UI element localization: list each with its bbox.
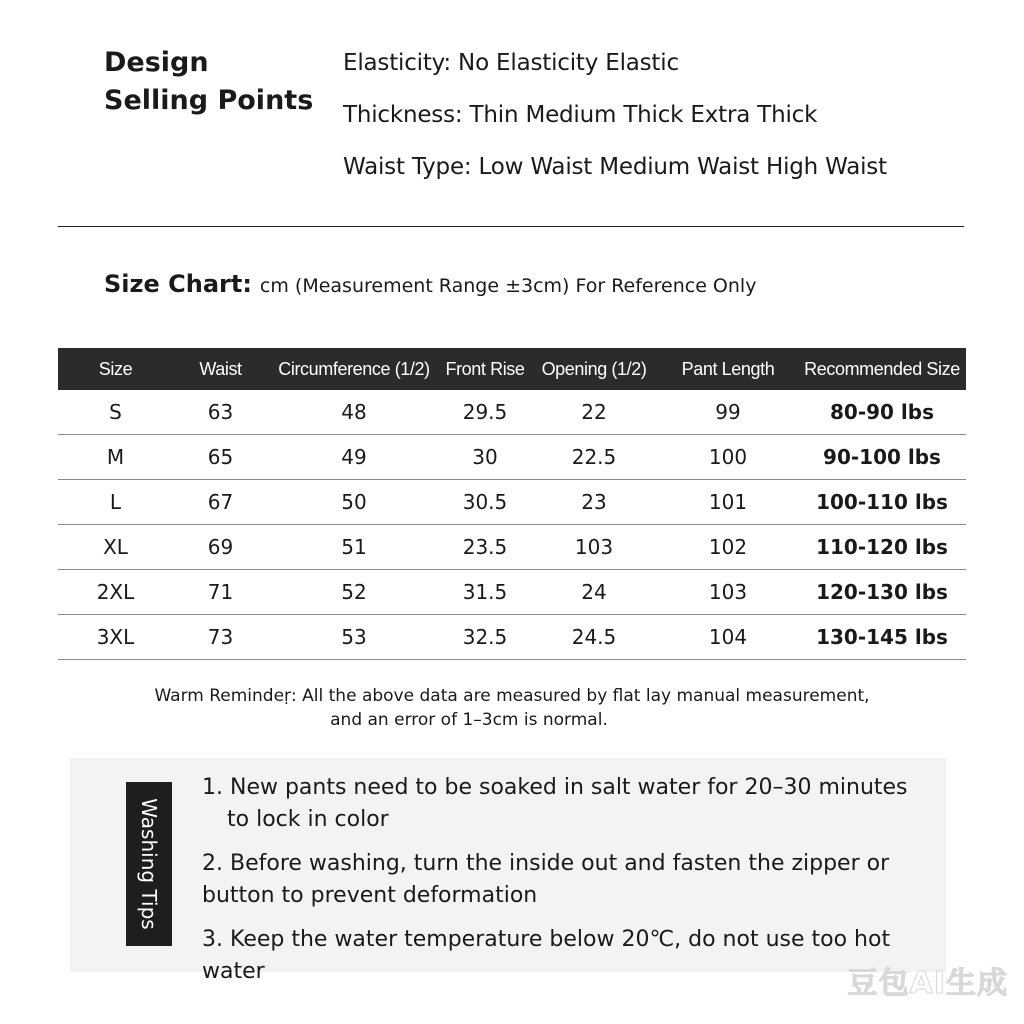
cell-pant-length: 99 bbox=[658, 390, 798, 435]
table-row bbox=[58, 570, 966, 615]
washing-tip-item: 3. Keep the water temperature below 20℃, do not use too hot water bbox=[202, 927, 891, 984]
table-row bbox=[58, 615, 966, 660]
cell-pant-length: 100 bbox=[658, 435, 798, 480]
section-divider bbox=[58, 226, 964, 227]
cell-front-rise: 30 bbox=[440, 435, 530, 480]
cell-waist: 63 bbox=[173, 390, 268, 435]
cell-opening: 24 bbox=[530, 570, 658, 615]
table-row bbox=[58, 390, 966, 435]
table-row bbox=[58, 480, 966, 525]
cell-waist: 71 bbox=[173, 570, 268, 615]
ai-watermark: 豆包AI生成 bbox=[847, 966, 1008, 1001]
cell-recommended-size: 80-90 lbs bbox=[798, 390, 966, 435]
cell-pant-length: 101 bbox=[658, 480, 798, 525]
header-waist: Waist bbox=[173, 348, 268, 390]
cell-opening: 22 bbox=[530, 390, 658, 435]
cell-front-rise: 30.5 bbox=[440, 480, 530, 525]
washing-tips-tag bbox=[126, 782, 172, 946]
size-chart-heading bbox=[104, 270, 756, 298]
cell-recommended-size: 120-130 lbs bbox=[798, 570, 966, 615]
cell-opening: 103 bbox=[530, 525, 658, 570]
cell-recommended-size: 90-100 lbs bbox=[798, 435, 966, 480]
warm-reminder-line1: Warm Remindeṛ: All the above data are measured by flat lay manual measurement, bbox=[154, 686, 870, 706]
size-chart-table bbox=[58, 348, 966, 660]
cell-waist: 67 bbox=[173, 480, 268, 525]
size-chart-label: Size Chart: bbox=[104, 270, 252, 298]
cell-waist: 73 bbox=[173, 615, 268, 660]
washing-tip-item: 1. New pants need to be soaked in salt water for 20–30 minutes to lock in color bbox=[202, 775, 908, 832]
design-selling-points-title bbox=[104, 44, 313, 120]
cell-recommended-size: 110-120 lbs bbox=[798, 525, 966, 570]
cell-circumference: 53 bbox=[268, 615, 440, 660]
table-row bbox=[58, 435, 966, 480]
cell-opening: 24.5 bbox=[530, 615, 658, 660]
cell-front-rise: 32.5 bbox=[440, 615, 530, 660]
thickness-attribute: Thickness: Thin Medium Thick Extra Thick bbox=[343, 102, 818, 128]
warm-reminder bbox=[0, 684, 1024, 732]
table-header-row bbox=[58, 348, 966, 390]
cell-circumference: 50 bbox=[268, 480, 440, 525]
cell-waist: 69 bbox=[173, 525, 268, 570]
cell-size: XL bbox=[58, 525, 173, 570]
header-recommended-size: Recommended Size bbox=[798, 348, 966, 390]
cell-circumference: 52 bbox=[268, 570, 440, 615]
cell-circumference: 48 bbox=[268, 390, 440, 435]
table-row bbox=[58, 525, 966, 570]
washing-tip-item: 2. Before washing, turn the inside out and fasten the zipper or button to prevent deformation bbox=[202, 851, 890, 908]
waist-type-attribute: Waist Type: Low Waist Medium Waist High Waist bbox=[343, 154, 887, 180]
cell-front-rise: 23.5 bbox=[440, 525, 530, 570]
attribute-list bbox=[343, 45, 887, 201]
washing-tips-panel bbox=[70, 758, 946, 984]
cell-opening: 22.5 bbox=[530, 435, 658, 480]
cell-pant-length: 104 bbox=[658, 615, 798, 660]
cell-front-rise: 31.5 bbox=[440, 570, 530, 615]
cell-size: L bbox=[58, 480, 173, 525]
header-front-rise: Front Rise bbox=[440, 348, 530, 390]
cell-size: 3XL bbox=[58, 615, 173, 660]
cell-pant-length: 102 bbox=[658, 525, 798, 570]
cell-front-rise: 29.5 bbox=[440, 390, 530, 435]
cell-opening: 23 bbox=[530, 480, 658, 525]
header-circumference: Circumference (1/2) bbox=[268, 348, 440, 390]
size-chart-note: cm (Measurement Range ±3cm) For Reference Only bbox=[259, 275, 757, 297]
cell-recommended-size: 130-145 lbs bbox=[798, 615, 966, 660]
cell-circumference: 49 bbox=[268, 435, 440, 480]
header-size: Size bbox=[58, 348, 173, 390]
cell-size: M bbox=[58, 435, 173, 480]
design-title-line2: Selling Points bbox=[104, 85, 314, 116]
header-pant-length: Pant Length bbox=[658, 348, 798, 390]
header-opening: Opening (1/2) bbox=[530, 348, 658, 390]
washing-tips-list bbox=[202, 772, 932, 1000]
washing-tips-tag-label: Washing Tips bbox=[137, 798, 161, 930]
cell-recommended-size: 100-110 lbs bbox=[798, 480, 966, 525]
cell-size: 2XL bbox=[58, 570, 173, 615]
elasticity-attribute: Elasticity: No Elasticity Elastic bbox=[343, 50, 679, 76]
cell-waist: 65 bbox=[173, 435, 268, 480]
design-title-line1: Design bbox=[104, 47, 209, 78]
cell-circumference: 51 bbox=[268, 525, 440, 570]
warm-reminder-line2: and an error of 1–3cm is normal. bbox=[330, 710, 608, 730]
cell-pant-length: 103 bbox=[658, 570, 798, 615]
cell-size: S bbox=[58, 390, 173, 435]
